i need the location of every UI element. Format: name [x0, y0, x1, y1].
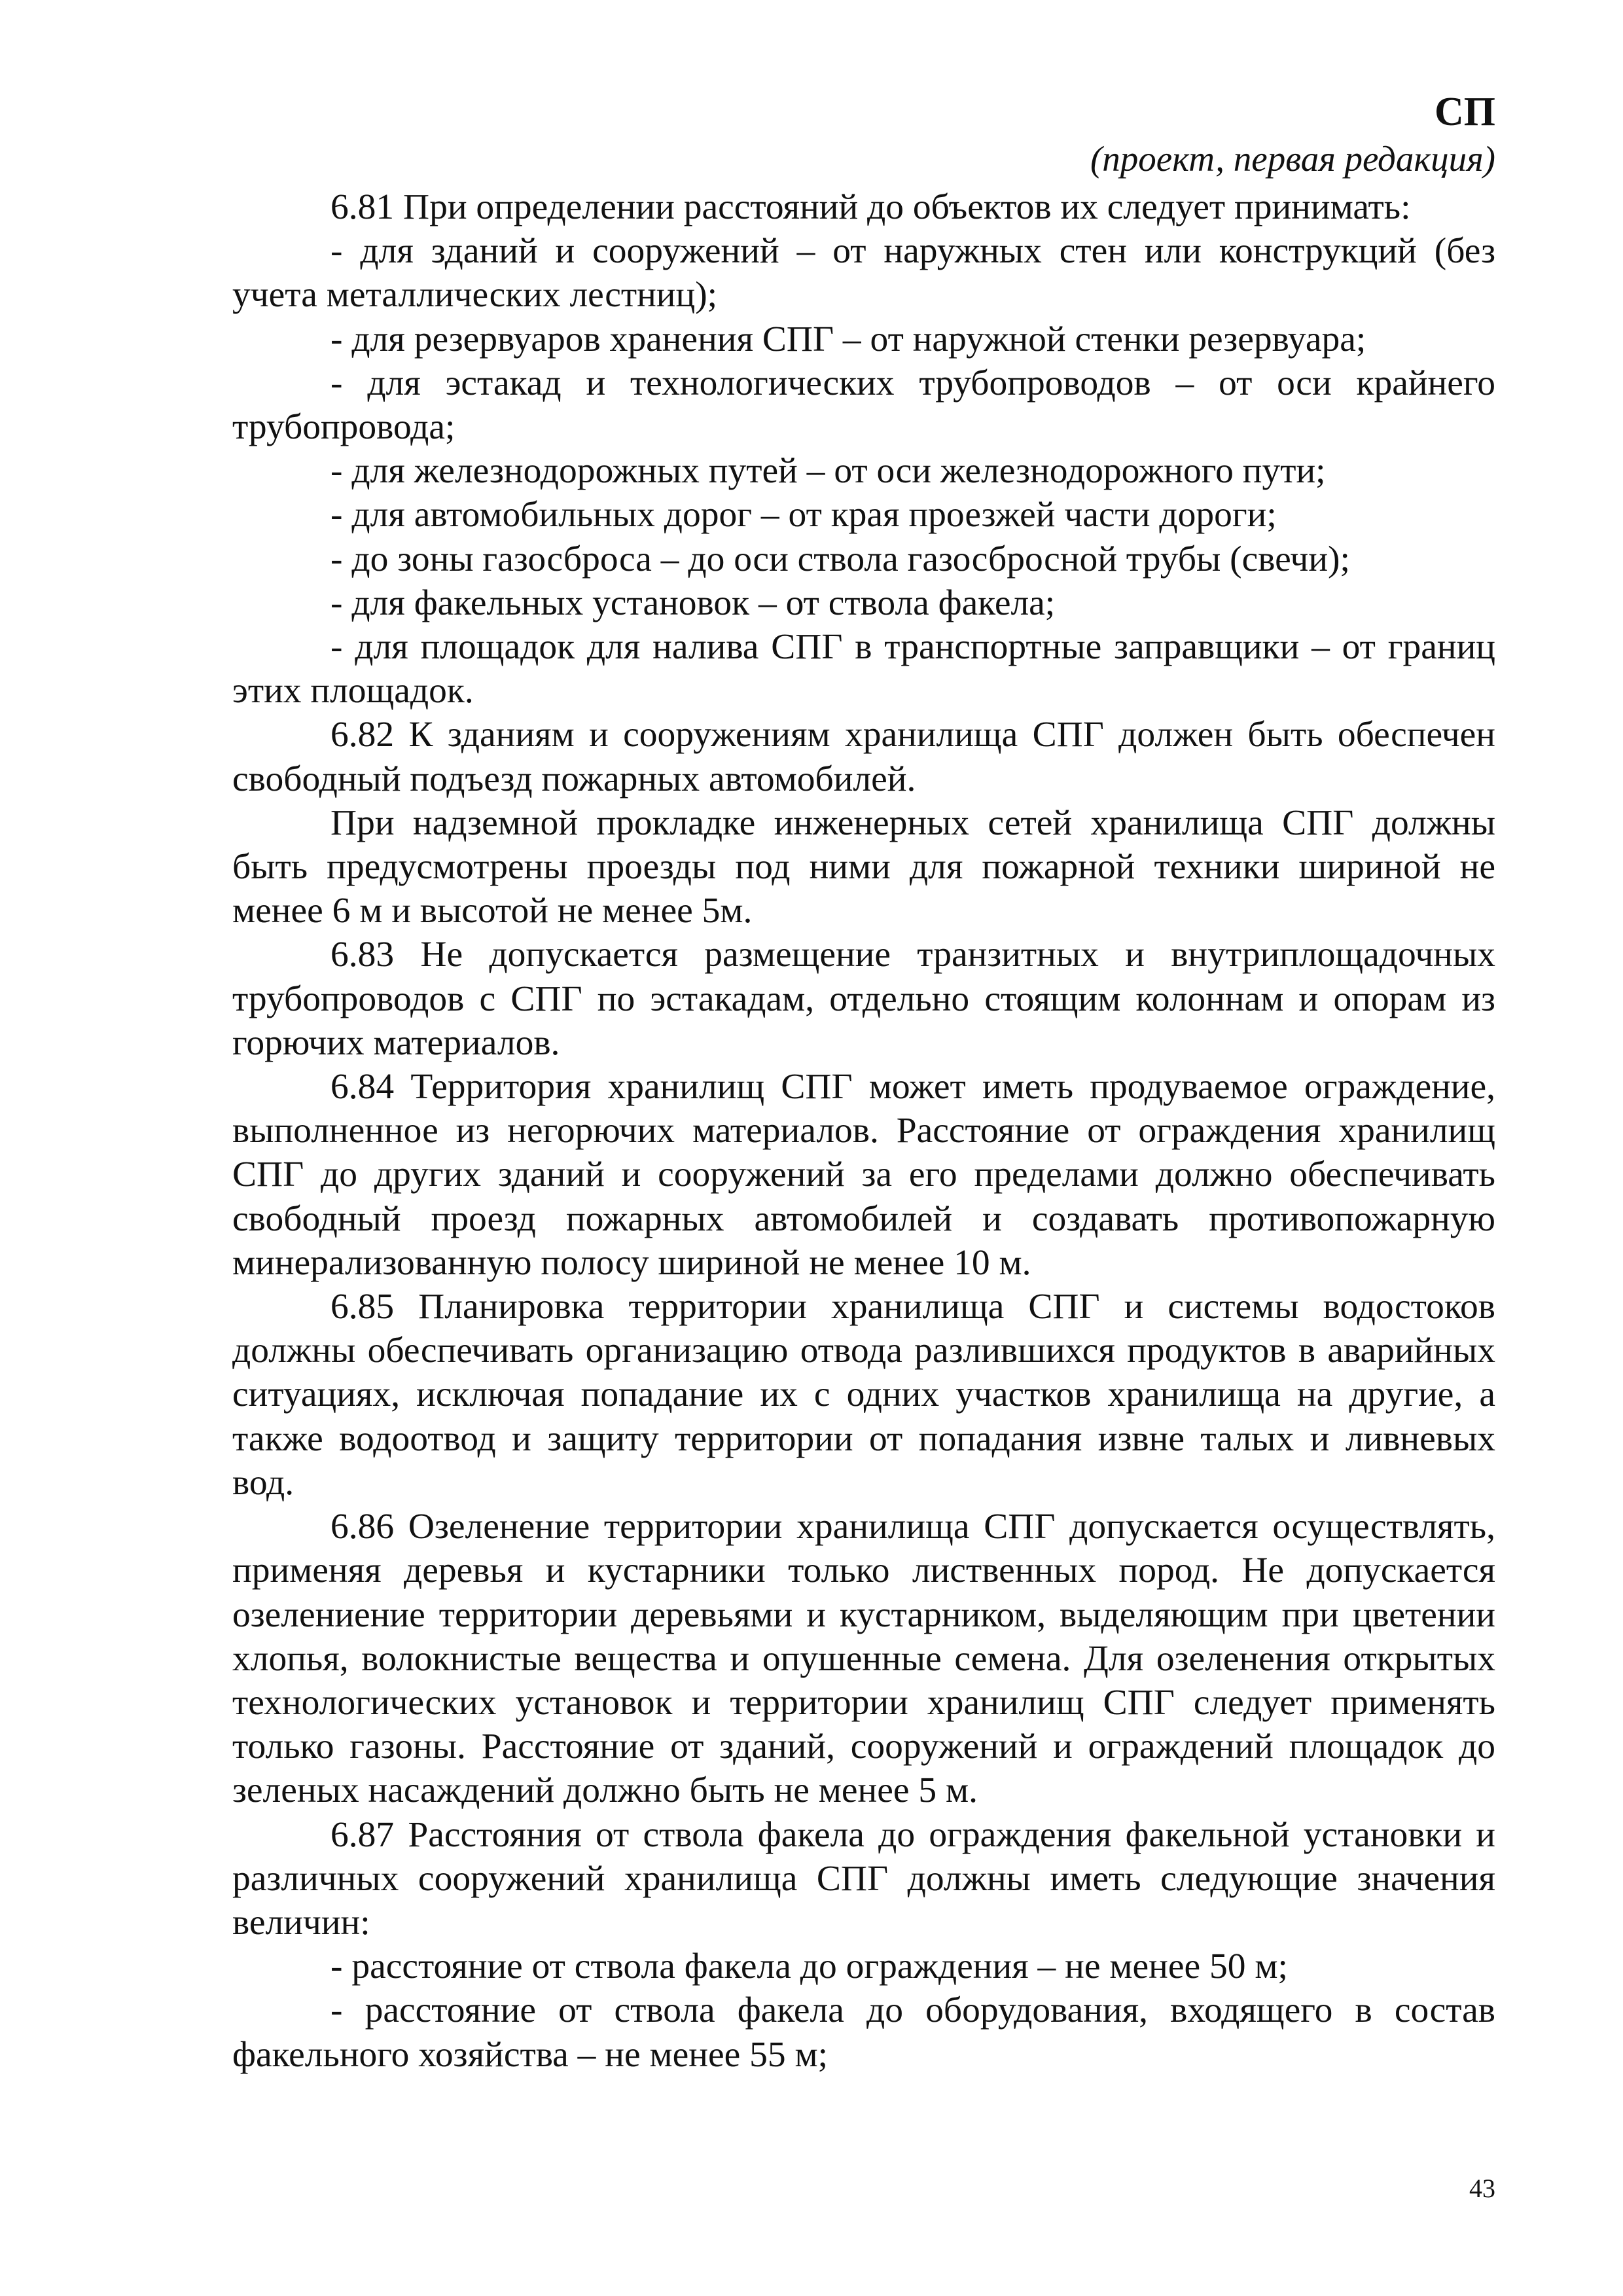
- document-code: СП: [1435, 90, 1495, 134]
- list-item-gas-discharge: - до зоны газосброса – до оси ствола газосбросной трубы (свечи);: [330, 539, 1350, 579]
- clause-6-81: 6.81 При определении расстояний до объектов их следует принимать:: [330, 187, 1411, 227]
- list-item-flares: - для факельных установок – от ствола факела;: [330, 583, 1056, 623]
- clause-6-87: 6.87 Расстояния от ствола факела до ограждения факельной установки и различных сооружений хранилища СПГ должны иметь следующие значения величин:: [232, 1814, 1495, 1943]
- list-item-overpasses: - для эстакад и технологических трубопроводов – от оси крайнего трубопровода;: [232, 363, 1495, 448]
- clause-6-84: 6.84 Территория хранилищ СПГ может иметь продуваемое ограждение, выполненное из негорючих материалов. Расстояние от ограждения хранилищ СПГ до других зданий и сооружений за его пределами должно обеспечивать свободный проезд пожарных автомобилей и создавать противопожарную минерализованную полосу шириной не менее 10 м.: [232, 1067, 1495, 1283]
- list-item-buildings: - для зданий и сооружений – от наружных стен или конструкций (без учета металлических лестниц);: [232, 231, 1495, 315]
- clause-6-85: 6.85 Планировка территории хранилища СПГ и системы водостоков должны обеспечивать организацию отвода разлившихся продуктов в аварийных ситуациях, исключая попадание их с одних участков хранилища на другие, а также водоотвод и защиту территории от попадания извне талых и ливневых вод.: [232, 1287, 1495, 1503]
- list-item-roads: - для автомобильных дорог – от края проезжей части дороги;: [330, 495, 1277, 535]
- list-item-flare-fence-distance: - расстояние от ствола факела до ограждения – не менее 50 м;: [330, 1946, 1288, 1987]
- list-item-flare-equipment-distance: - расстояние от ствола факела до оборудования, входящего в состав факельного хозяйства – не менее 55 м;: [232, 1990, 1495, 2075]
- paragraph-overhead-networks: При надземной прокладке инженерных сетей хранилища СПГ должны быть предусмотрены проезды под ними для пожарной техники шириной не менее 6 м и высотой не менее 5м.: [232, 802, 1495, 931]
- list-item-filling-sites: - для площадок для налива СПГ в транспортные заправщики – от границ этих площадок.: [232, 627, 1495, 711]
- document-edition-note: (проект, первая редакция): [1090, 139, 1495, 179]
- list-item-tanks: - для резервуаров хранения СПГ – от наружной стенки резервуара;: [330, 319, 1366, 359]
- clause-6-83: 6.83 Не допускается размещение транзитных и внутриплощадочных трубопроводов с СПГ по эстакадам, отдельно стоящим колоннам и опорам из горючих материалов.: [232, 935, 1495, 1063]
- clause-6-86: 6.86 Озеленение территории хранилища СПГ допускается осуществлять, применяя деревья и кустарники только лиственных пород. Не допускается озелениение территории деревьями и кустарником, выделяющим при цветении хлопья, волокнистые вещества и опушенные семена. Для озеленения открытых технологических установок и территории хранилищ СПГ следует применять только газоны. Расстояние от зданий, сооружений и ограждений площадок до зеленых насаждений должно быть не менее 5 м.: [232, 1507, 1495, 1811]
- document-body: [232, 185, 1495, 2077]
- clause-6-82: 6.82 К зданиям и сооружениям хранилища СПГ должен быть обеспечен свободный подъезд пожарных автомобилей.: [232, 715, 1495, 799]
- list-item-railways: - для железнодорожных путей – от оси железнодорожного пути;: [330, 451, 1326, 492]
- page-number: 43: [1469, 2174, 1495, 2203]
